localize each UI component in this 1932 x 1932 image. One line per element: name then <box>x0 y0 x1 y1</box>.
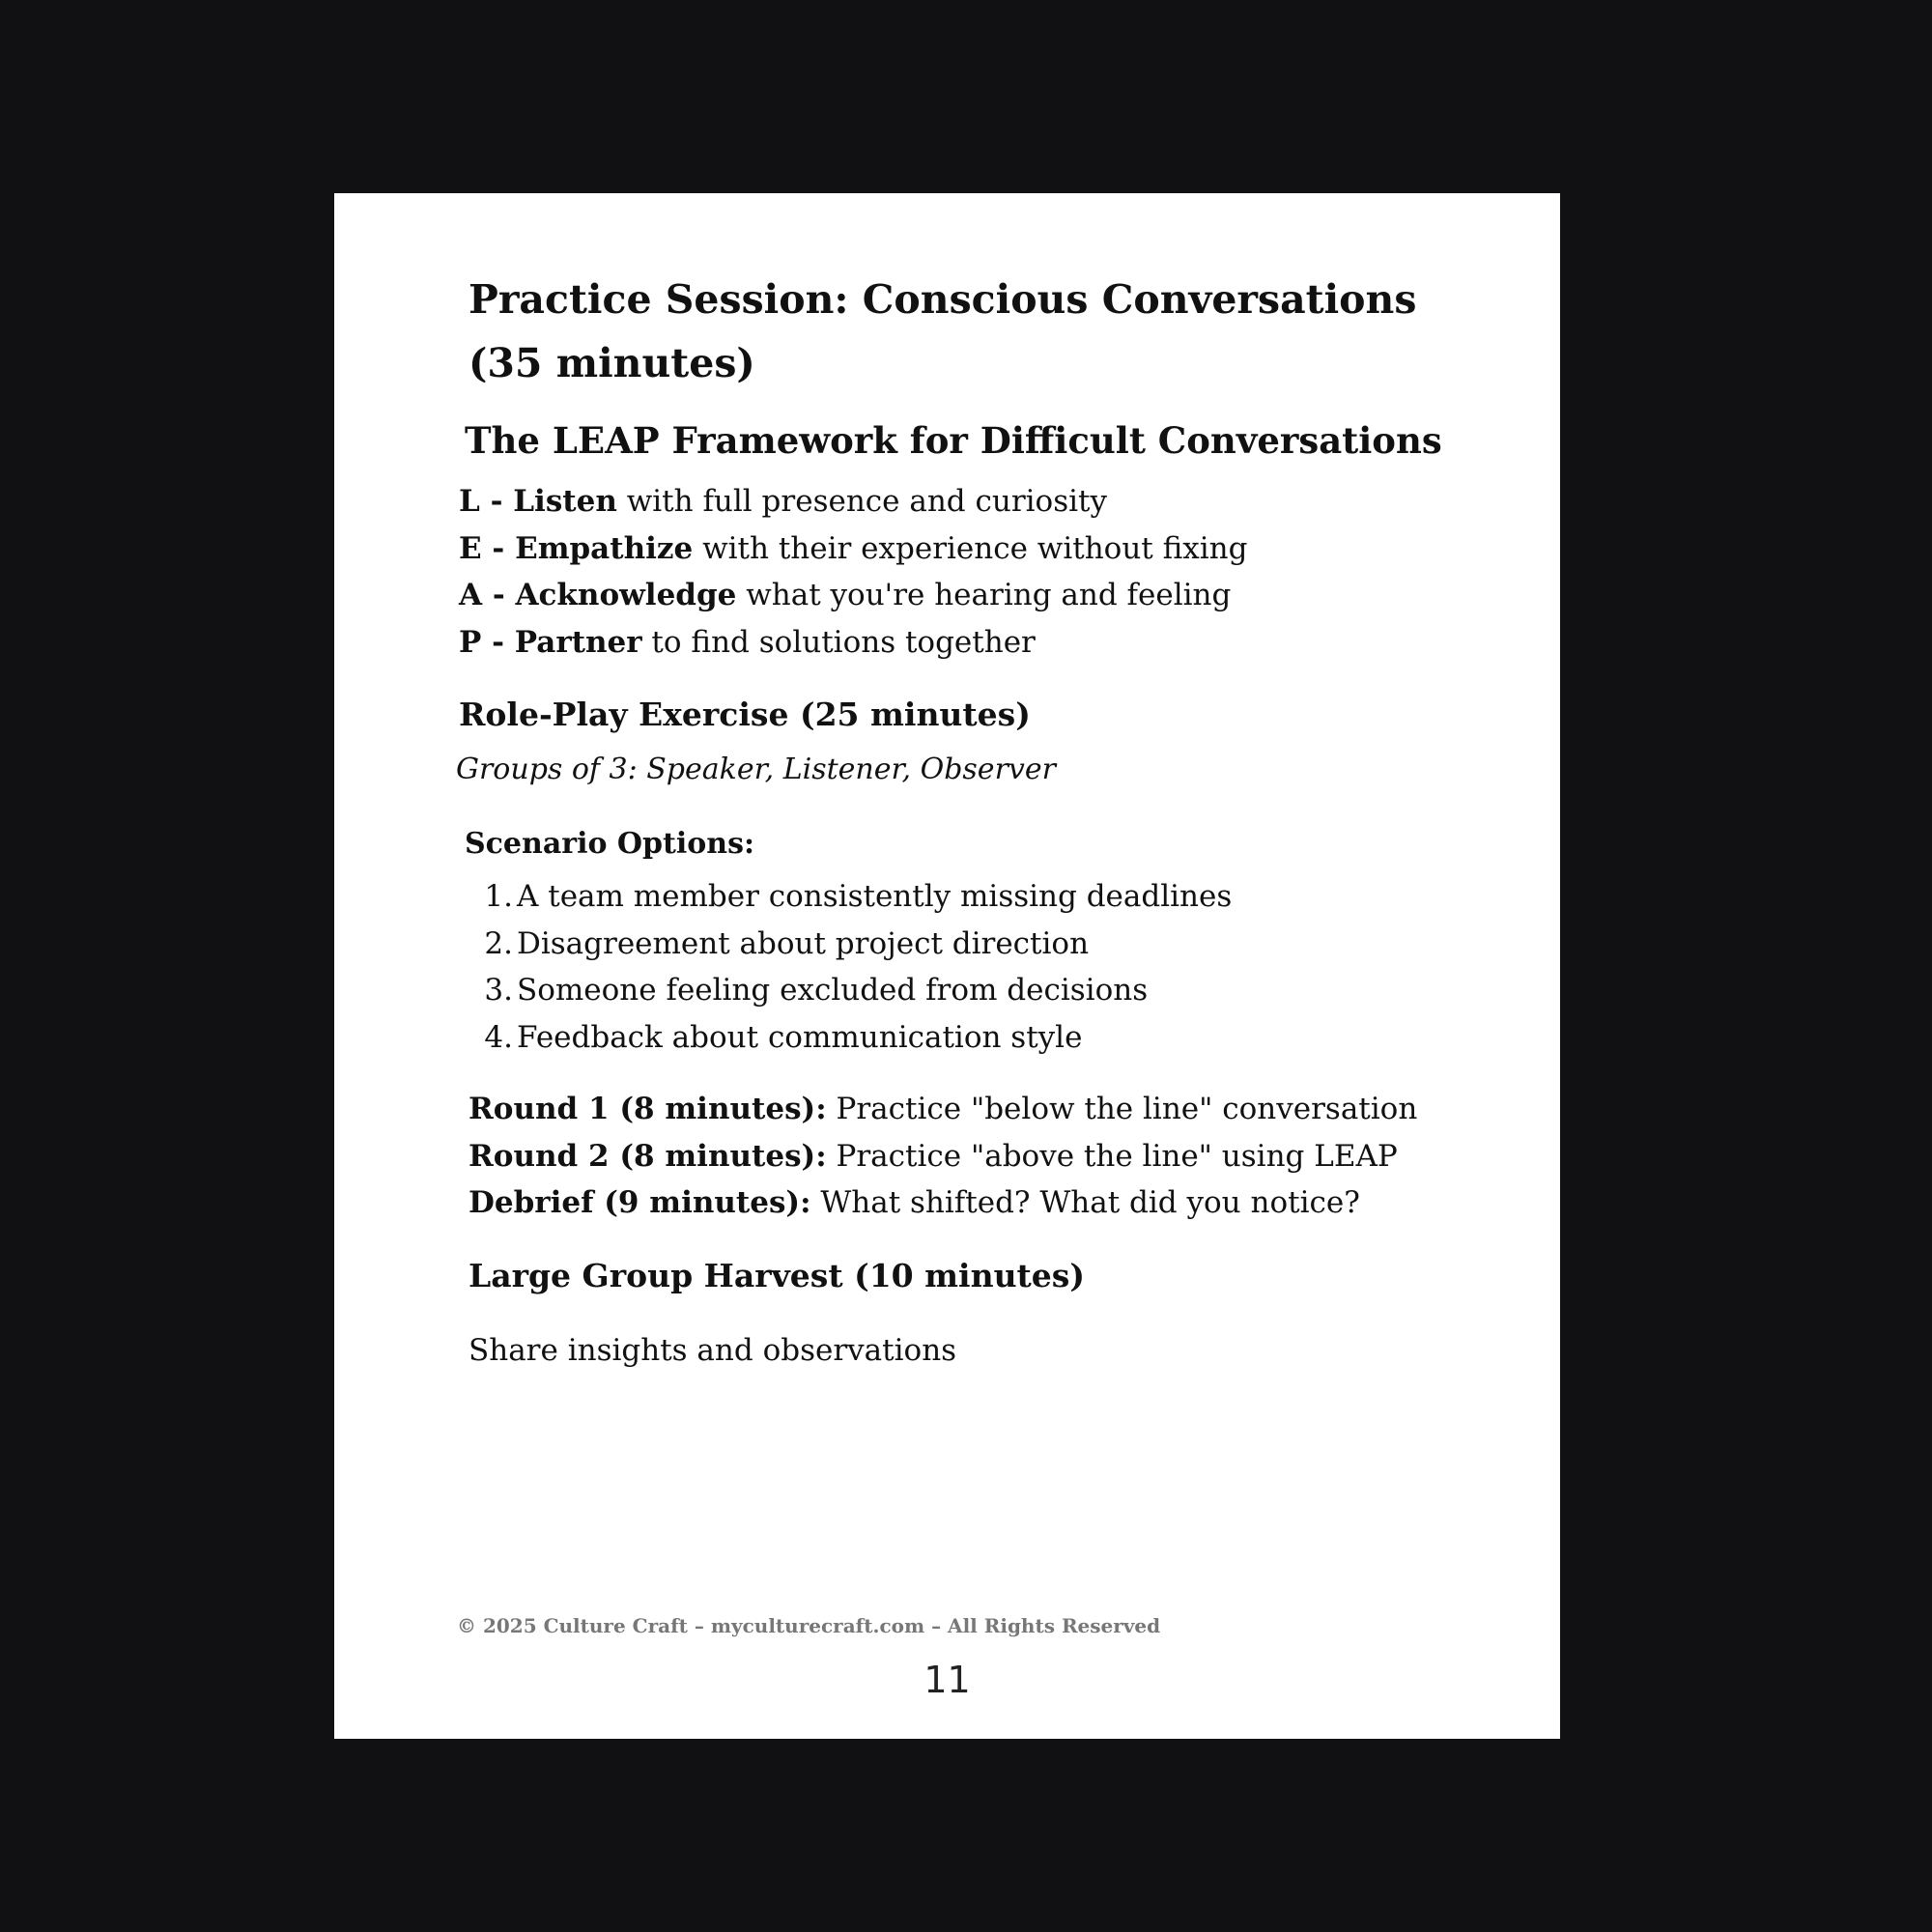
list-item: 4. Feedback about communication style <box>484 1019 1083 1055</box>
leap-item-acknowledge: A - Acknowledge what you're hearing and feeling <box>459 578 1232 612</box>
groups-note: Groups of 3: Speaker, Listener, Observer <box>456 753 1056 786</box>
page-title <box>469 268 1416 395</box>
leap-list <box>459 478 1248 666</box>
harvest-text: Share insights and observations <box>469 1333 957 1368</box>
round-2: Round 2 (8 minutes): Practice "above the line" using LEAP <box>469 1138 1398 1174</box>
round-1: Round 1 (8 minutes): Practice "below the line" conversation <box>469 1092 1418 1126</box>
leap-item-partner: P - Partner to find solutions together <box>459 624 1036 660</box>
leap-item-listen: L - Listen with full presence and curiosity <box>459 484 1108 519</box>
page-title-line-2: (35 minutes) <box>469 340 755 386</box>
list-item: 2. Disagreement about project direction <box>484 925 1090 961</box>
page-number: 11 <box>923 1659 971 1701</box>
scenario-list <box>469 873 1232 1061</box>
copyright-footer: © 2025 Culture Craft – myculturecraft.com – All Rights Reserved <box>457 1614 1161 1637</box>
rounds-list <box>469 1086 1417 1227</box>
document-page <box>334 193 1560 1739</box>
list-item: 1. A team member consistently missing deadlines <box>484 879 1233 914</box>
leap-heading: The LEAP Framework for Difficult Conversations <box>465 419 1442 462</box>
role-play-heading: Role-Play Exercise (25 minutes) <box>459 696 1031 733</box>
list-item: 3. Someone feeling excluded from decisions <box>484 973 1149 1008</box>
page-title-line-1: Practice Session: Conscious Conversations <box>469 276 1417 323</box>
harvest-heading: Large Group Harvest (10 minutes) <box>469 1257 1085 1294</box>
leap-item-empathize: E - Empathize with their experience without fixing <box>459 530 1248 566</box>
scenario-heading: Scenario Options: <box>465 827 755 861</box>
debrief: Debrief (9 minutes): What shifted? What did you notice? <box>469 1185 1360 1220</box>
